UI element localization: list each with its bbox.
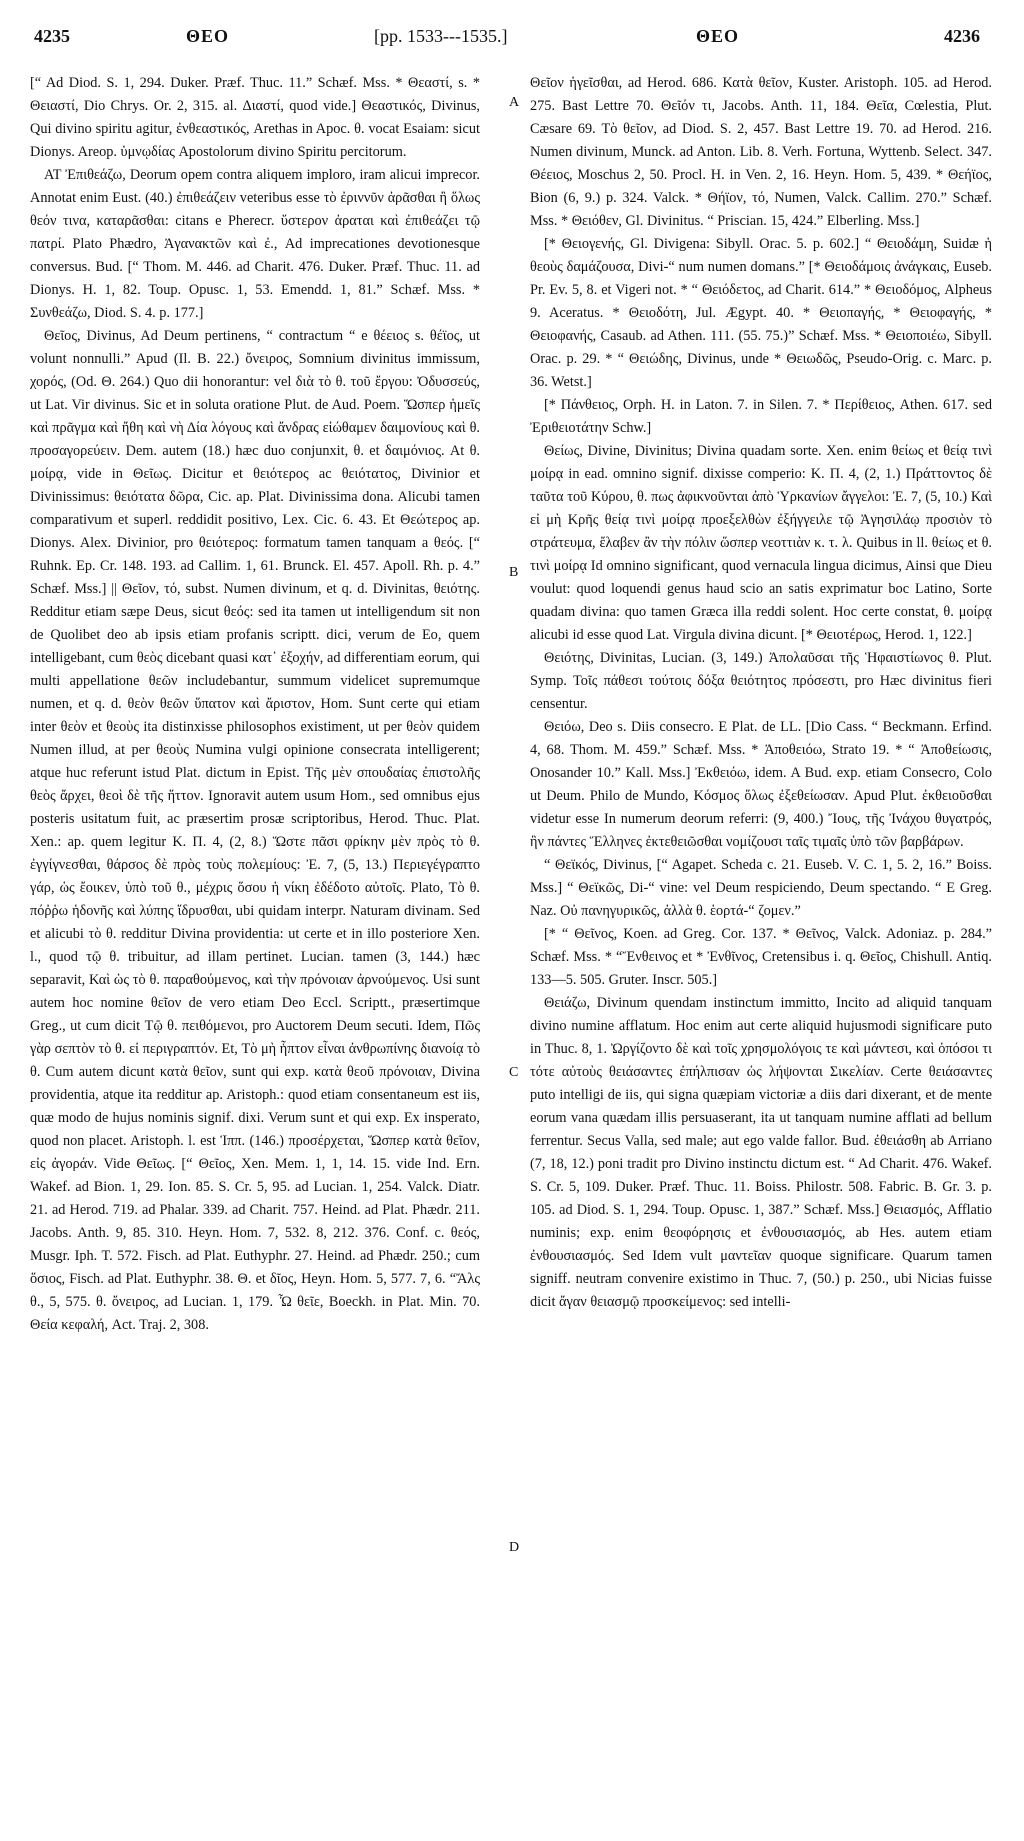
- page-header: [0, 18, 1024, 58]
- left-catchword: ΘΕΟ: [186, 26, 230, 46]
- right-column: [530, 72, 992, 1832]
- page-range: [pp. 1533---1535.]: [374, 26, 508, 46]
- entry-theiotes: Θειότης, Divinitas, Lucian. (3, 149.) Ἀπολαῦσαι τῆς Ἡφαιστίωνος θ. Plut. Symp. Τοῖς πάθεσι τούτοις δόξα θειότητος πρόσεστι, pro Hæc divinitus fieri censentur.: [530, 650, 992, 712]
- margin-letter-c: C: [509, 1065, 519, 1080]
- entry-theios: Θεῖος, Divinus, Ad Deum pertinens, “ contractum “ e θέειος s. θέϊος, ut volunt nonnulli.” Apud (Il. B. 22.) ὄνειρος, Somnium divinitus immissum, χορός, (Od. Θ. 264.) Quo dii honorantur: vel διὰ τὸ θ. τοῦ ἔργου: Ὀδυσσεύς, ut Lat. Vir divinus. Sic et in soluta oratione Plut. de Aud. Poem. Ὥσπερ ἡμεῖς καὶ πρᾶγμα καὶ ἤθη καὶ νὴ Δία λόγους καὶ ἄνδρας εἰώθαμεν δαιμονίους καὶ θ. προσαγορεύειν. Dem. autem (18.) hæc duo conjunxit, θ. et δαιμόνιος. At θ. μοίρᾳ, vide in Θεῖως. Dicitur et θειότερος ac θειότατος, Divinior et Divinissimus: θειότατα δῶρα, Cic. ap. Plat. Divinissima dona. Alicubi tamen comparativum et superl. reddidit positivo, Lex. Cic. 6. 43. Et Θεώτερος ap. Dionys. Alex. Divinior, pro θειότερος: formatum tamen tanquam a θεός. [“ Ruhnk. Ep. Cr. 148. 193. ad Callim. 1, 61. Brunck. El. 457. Apoll. Rh. p. 4.” Schæf. Mss.] || Θεῖον, τό, subst. Numen divinum, et q. d. Divinitas, θειότης. Redditur etiam sæpe Deus, sicut θεός: sed ita tamen ut intelligendum sit non de Quolibet deo ab ipsis etiam profanis scriptt. dici, verum de Eo, quem intelligebant, cum θεὸς dicebant quasi κατ᾽ ἐξοχήν, ad differentiam eorum, qui multi appellatione θεῶν includebantur, summum videlicet supremumque numen, et q. d. θεὸν θεῶν ὕπατον καὶ ἄριστον, Hom. Sunt certe qui etiam inter θεὸν et θεοὺς ita distinxisse philosophos existiment, ut per θεὸν quidem Numen illud, at per θεοὺς Numina vulgi opinione consecrata intelligerent; atque huc referunt istud Plat. dictum in Epist. Τῆς μὲν σπουδαίας ἐπιστολῆς θεὸς ἄρχει, θεοὶ δὲ τῆς ἥττον. Ignoravit autem usum Hom., sed omnibus ejus posteris usitatum fuit, ac præsertim prosæ scriptoribus, Herod. Thuc. Plat. Xen.: ap. quem legitur K. Π. 4, (2, 8.) Ὥστε πᾶσι φρίκην μὲν πρὸς τὸ θ. ἐγγίγνεσθαι, θάρσος δὲ πρὸς τοὺς πολεμίους: Ἐ. 7, (5, 13.) Περιεγέγραπτο γάρ, ὡς ἔοικεν, ὑπὸ τοῦ θ., μέχρις ὅσου ἡ νίκη ἐδέδοτο αὐτοῖς. Plato, Τὸ θ. πόῤῥω ἡδονῆς καὶ λύπης ἵδρυσθαι, ubi quidam interpr. Naturam divinam. Sed et alicubi τὸ θ. redditur Divina providentia: ut certe et in illo posteriore Xen. l., quod τῷ θ. tribuitur, ad illam pertinet. Lucian. tamen (3, 144.) hæc separavit, Καὶ ὡς τὸ θ. παραθούμενος, καὶ τὴν πρόνοιαν ἀρνούμενος. Usi sunt autem hoc nomine θεῖον de vero etiam Deo Eccl. Scriptt., præsertimque Greg., ut cum dicit Τῷ θ. πειθόμενοι, pro Auctorem Deum secuti. Idem, Πῶς γὰρ σεπτὸν τὸ θ. εἰ περιγραπτόν. Et, Τὸ μὴ ἧπτον εἶναι ἀνθρωπίνης διανοίᾳ τὸ θ. Cum autem dicunt κατὰ θεῖον, sunt qui exp. κατὰ θεοῦ πρόνοιαν, Divina providentia, atque ita redditur ap. Aristoph.: quod etiam consentaneum est iis, quæ modo de hujus nominis signif. dixi. Verum sunt et qui exp. Ex insperato, quod non placet. Aristoph. l. est Ἱππ. (146.) προσέρχεται, Ὥσπερ κατὰ θεῖον, εἰς ἀγοράν. Vide Θεῖως. [“ Θεῖος, Xen. Mem. 1, 1, 14. 15. vide Ind. Ern. Wakef. ad Bion. 1, 29. Ion. 85. S. Cr. 5, 95. ad Lucian. 1, 254. Valck. Diatr. 21. ad Herod. 719. ad Phalar. 339. ad Charit. 757. Heind. ad Plat. Phædr. 211. Jacobs. Anth. 9, 85. 310. Heyn. Hom. 7, 532. 8, 212. 376. Conf. c. θεός, Musgr. Iph. T. 572. Fisch. ad Plat. Euthyphr. 27. Heind. ad Phædr. 250.; cum ὅσιος, Fisch. ad Plat. Euthyphr. 38. Θ. et δῖος, Heyn. Hom. 5, 577. 7, 6. “Ἄλς θ., 5, 575. θ. ὄνειρος, ad Lucian. 1, 179. Ὦ θεῖε, Boeckh. in Plat. Min. 70. Θεία κεφαλή, Act. Traj. 2, 308.: [30, 328, 480, 1333]
- entry-theioo: Θειόω, Deo s. Diis consecro. E Plat. de LL. [Dio Cass. “ Beckmann. Erfind. 4, 68. Thom. M. 459.” Schæf. Mss. * Ἀποθειόω, Strato 19. * “ Ἀποθείωσις, Onosander 10.” Kall. Mss.] Ἐκθειόω, idem. A Bud. exp. etiam Consecro, Colo ut Deum. Philo de Mundo, Κόσμος ὅλως ἐξεθείωσαν. Apud Plut. ἐκθειοῦσθαι videtur esse In numerum deorum referri: (9, 400.) Ἴους, τῆς Ἰνάχου θυγατρός, ἣν πάντες Ἕλληνες ἐκτεθειῶσθαι νομίζουσι ταῖς τιμαῖς ὑπὸ τῶν βαρβάρων.: [530, 719, 992, 850]
- entry-epitheazo: ΑΤ Ἐπιθεάζω, Deorum opem contra aliquem imploro, iram alicui imprecor. Annotat enim Eust. (40.) ἐπιθεάζειν veteribus esse τὸ ἐριννῦν ἀρᾶσθαι ἢ ὅλως θεόν τινα, καταρᾶσθαι: citans e Pherecr. ὕστερον ἀραται καὶ ἐπιθεάζει τῷ πατρί. Plato Phædro, Ἀγανακτῶν καὶ ἐ., Ad imprecationes devotionesque conversus. Bud. [“ Thom. M. 446. ad Charit. 476. Duker. Præf. Thuc. 11. ad Dionys. H. 1, 82. Toup. Opusc. 1, 53. Emendd. 1, 81.” Schæf. Mss. * Συνθεάζω, Diod. S. 4. p. 177.]: [30, 167, 480, 321]
- margin-letter-b: B: [509, 565, 519, 580]
- entry-theinos: [* “ Θεῖνος, Koen. ad Greg. Cor. 137. * Θεῖνος, Valck. Adoniaz. p. 284.” Schæf. Mss. * “Ἔνθεινος et * Ἐνθῖνος, Cretensibus i. q. Θεῖος, Chishull. Antiq. 133—5. 505. Gruter. Inscr. 505.]: [530, 926, 992, 988]
- right-catchword: ΘΕΟ: [696, 26, 740, 46]
- entry-theastikos: [“ Ad Diod. S. 1, 294. Duker. Præf. Thuc. 11.” Schæf. Mss. * Θεαστί, s. * Θειαστί, Dio Chrys. Or. 2, 315. al. Διαστί, quod vide.] Θεαστικός, Divinus, Qui divino spiritu agitur, ἐνθεαστικός, Arethas in Apoc. θ. vocat Esaiam: sicut Dionys. Areop. ὑμνῳδίας Apostolorum divino Spiritu percitorum.: [30, 75, 480, 160]
- entry-theikos: “ Θεϊκός, Divinus, [“ Agapet. Scheda c. 21. Euseb. V. C. 1, 5. 2, 16.” Boiss. Mss.] “ Θεϊκῶς, Di-“ vine: vel Deum respiciendo, Deum spectando. “ E Greg. Naz. Οὐ πανηγυρικῶς, ἀλλὰ θ. ἑορτά-“ ζομεν.”: [530, 857, 992, 919]
- entry-theios-adverb: Θείως, Divine, Divinitus; Divina quadam sorte. Xen. enim θείως et θείᾳ τινὶ μοίρᾳ in ead. omnino signif. dixisse comperio: K. Π. 4, (2, 1.) Πράττοντος δὲ ταῦτα τοῦ Κύρου, θ. πως ἀφικνοῦνται ἀπὸ Ὑρκανίων ἄγγελοι: Ἐ. 7, (5, 10.) Καὶ εἰ μὴ Κρῆς θείᾳ τινὶ μοίρᾳ προεξελθὼν ἐξήγγειλε τῷ Ἀγησιλάῳ προσιὸν τὸ στράτευμα, ἔλαβεν ἂν τὴν πόλιν ὥσπερ νεοττιὰν κ. τ. λ. Quibus in ll. θείως et θ. τινὶ μοίρᾳ Id omnino significant, quod vernacula lingua dicimus, Ainsi que Dieu voulut: quod loquendi genus haud scio an satis exprimatur boc Latino, Sorte quadam divina: quo tamen Græca illa reddi solent. Hoc certe constat, θ. μοίρᾳ alicubi id esse quod Lat. Virgula divina dicunt. [* Θειοτέρως, Herod. 1, 122.]: [530, 443, 992, 643]
- left-column: [30, 72, 480, 1832]
- entry-theiogenes: [* Θειογενής, Gl. Divigena: Sibyll. Orac. 5. p. 602.] “ Θειοδάμη, Suidæ ἡ θεοὺς δαμάζουσα, Divi-“ num numen domans.” [* Θειοδάμοις ἀνάγκαις, Euseb. Pr. Ev. 5, 8. et Vigeri not. * “ Θειόδετος, ad Charit. 614.” * Θειοδόμος, Alpheus 9. Aceratus. * Θειοδότη, Jul. Ægypt. 40. * Θειοπαγής, * Θειοφαγής, * Θειοφανής, Casaub. ad Athen. 111. (55. 75.)” Schæf. Mss. * Θειοποιέω, Sibyll. Orac. p. 29. * “ Θειώδης, Divinus, unde * Θειωδῶς, Pseudo-Orig. c. Marc. p. 36. Wetst.]: [530, 236, 992, 390]
- entry-theiazo: Θειάζω, Divinum quendam instinctum immitto, Incito ad aliquid tanquam divino numine afflatum. Hoc enim aut certe aliquid hujusmodi significare puto in Thuc. 8, 1. Ὠργίζοντο δὲ καὶ τοῖς χρησμολόγοις τε καὶ μάντεσι, καὶ ὁπόσοι τι τότε αὐτοὺς θειάσαντες ἐπήλπισαν ὡς λήψονται Σικελίαν. Certe θειάσαντες puto intelligi de iis, qui signa quæpiam victoriæ a diis dari dixerant, et de mente eorum vana quædam illis persuaserant, ita ut tanquam numine afflati ad bellum ferrentur. Secus Valla, sed male; aut ego valde fallor. Bud. ἐθειάσθη ab Arriano (7, 18, 12.) poni tradit pro Divino instinctu dictum est. “ Ad Charit. 476. Wakef. S. Cr. 5, 109. Duker. Præf. Thuc. 11. Boiss. Philostr. 508. Fabric. B. Gr. 3. p. 105. ad Diod. S. 1, 294. Toup. Opusc. 1, 387.” Schæf. Mss.] Θειασμός, Afflatio numinis; exp. enim θεοφόρησις et ἐνθουσιασμός, ab Hes. autem etiam ἐνθουσιασμός. Sed Idem vult μαντεῖαν quoque significare. Quarum tamen signiff. neutram convenire existimo in Thuc. 7, (50.) p. 250., ubi Nicias fuisse dicit ἄγαν θειασμῷ προσκείμενος: sed intelli-: [530, 995, 992, 1310]
- margin-letter-d: D: [509, 1540, 520, 1555]
- left-column-number: 4235: [34, 26, 70, 46]
- right-column-number: 4236: [944, 26, 980, 46]
- entry-pantheios: [* Πάνθειος, Orph. H. in Laton. 7. in Silen. 7. * Περίθειος, Athen. 617. sed Ἐριθειοτάτην Schw.]: [530, 397, 992, 436]
- entry-theion-refs: Θεῖον ἡγεῖσθαι, ad Herod. 686. Κατὰ θεῖον, Kuster. Aristoph. 105. ad Herod. 275. Bast Lettre 70. Θεῖόν τι, Jacobs. Anth. 11, 184. Θεῖα, Cœlestia, Plut. Cæsare 69. Τὸ θεῖον, ad Diod. S. 2, 457. Bast Lettre 19. 70. ad Herod. 216. Numen divinum, Munck. ad Anton. Lib. 8. Verh. Fortuna, Wyttenb. Select. 347. Θέειος, Moschus 2, 50. Procl. H. in Ven. 2, 16. Heyn. Hom. 5, 439. * Θεήϊος, Bion (6, 9.) p. 324. Valck. * Θήϊον, τό, Numen, Valck. Callim. 270.” Schæf. Mss. * Θειόθεν, Gl. Divinitus. “ Priscian. 15, 424.” Elberling. Mss.]: [530, 75, 992, 229]
- margin-letter-a: A: [509, 95, 520, 110]
